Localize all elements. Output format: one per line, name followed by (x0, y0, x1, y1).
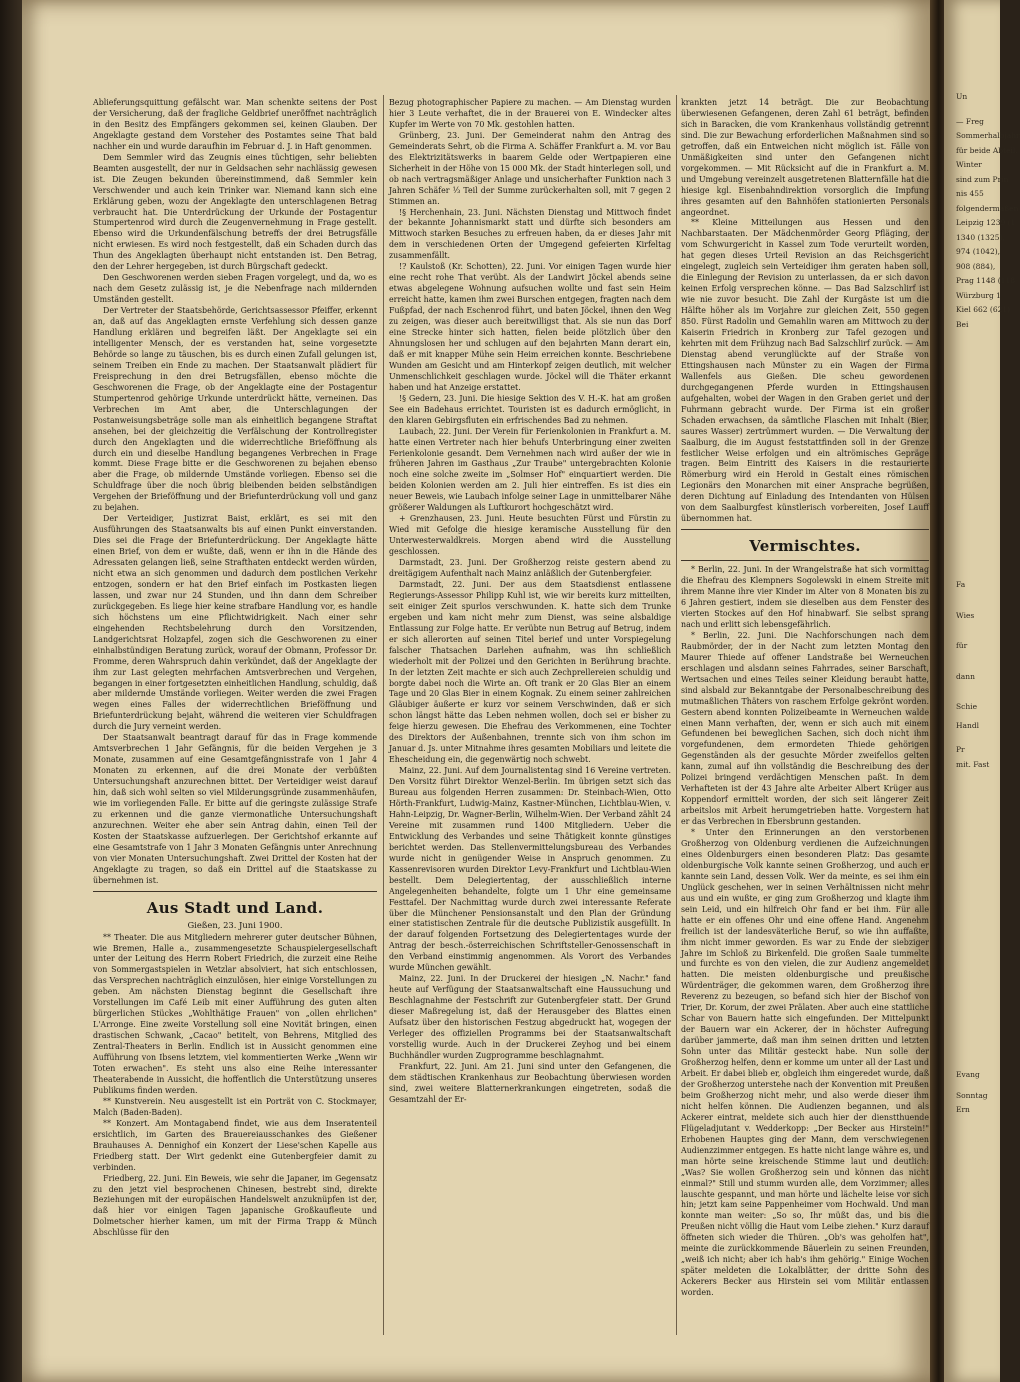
adjacent-page-fragment: Un (956, 92, 968, 101)
adjacent-page-fragment: mit. Fast (956, 759, 990, 769)
col3-news-item: * Berlin, 22. Juni. Die Nachforschungen nach dem Raubmörder, der in der Nacht zum letzten Montag den Maurer Thiede auf offener Landstraße bei Werneuchen erschlagen und alsdann seines Fahrrades, seiner Barschaft, Wertsachen und eines Teiles seiner Kleidung beraubt hatte, sind alsbald zur Bekanntgabe der Personalbeschreibung des mutmaßlichen Thäters von raschem Erfolge gekrönt worden. Gestern abend konnten Polizeibeamte in Werneuchen walde einen Mann verhaften, der, wenn er sich auch mit einem Gefundenen bei beweglichen Sachen, sich doch nicht ihm vorgefundenen, dem ermordeten Thiede gehörigen Gegenständen als der gesuchte Mörder zweifellos gelten kann, zumal auf ihn vollständig die Beschreibung des der Polizei bringend verdächtigen Menschen paßt. In dem Verhafteten ist der 43 Jahre alte Arbeiter Albert Krüger aus Koppendorf ermittelt worden, der sich seit längerer Zeit arbeitslos mit Arbeit herumgetrieben hatte. Vorgestern hat er das Verbrechen in Ebersbrunn gestanden. (681, 630, 929, 827)
adjacent-page-fragment: dann (956, 671, 975, 681)
col2-paragraph: Laubach, 22. Juni. Der Verein für Ferienkolonien in Frankfurt a. M. hatte einen Vertreter nach hier behufs Unterbringung einer zweiten Ferienkolonie gesandt. Dem Vernehmen nach wird außer der wie in früheren Jahren im Gasthaus „Zur Traube" untergebrachten Kolonie noch eine solche zweite im „Solmser Hof" einquartiert werden. Die beiden Kolonien werden am 2. Juli hier eintreffen. Es ist dies ein neuer Beweis, wie Laubach infolge seiner Lage in unmittelbarer Nähe größerer Waldungen als Luftkurort hochgeschätzt wird. (389, 426, 671, 513)
section-heading-stadt-und-land: Aus Stadt und Land. (146, 898, 324, 917)
adjacent-page-fragment: Prag 1148 (118 (956, 276, 1016, 285)
col2-paragraph: Darmstadt, 23. Juni. Der Großherzog reiste gestern abend zu dreitägigem Aufenthalt nach Mainz anläßlich der Gutenbergfeier. (389, 558, 671, 578)
adjacent-page-fragment: für (956, 641, 968, 650)
adjacent-page-fragment: Handl (956, 720, 980, 730)
col1-paragraph: Ablieferungsquittung gefälscht war. Man schenkte seitens der Post der Versicherung, daß der fragliche Geldbrief unerö̈ffnet nachträglich in den Besitz des Empfängers gekommen sei, keinen Glauben. Der Angeklagte gestand dem Vorsteher des Postamtes seine That bald nachher ein und wurde daraufhin im Februar d. J. in Haft genommen. (93, 98, 377, 151)
adjacent-page-fragment: Winter (956, 160, 982, 169)
adjacent-page-fragment: nis 455 (956, 189, 984, 198)
column-rule-2 (676, 95, 677, 1335)
adjacent-page-fragment: Schie (956, 702, 978, 711)
col2-paragraph: Grünberg, 23. Juni. Der Gemeinderat nahm den Antrag des Gemeinderats Sehrt, ob die Firma A. Schäffer Frankfurt a. M. vor Bau des Elektrizitätswerks in baarem Gelde oder Wertpapieren eine Sicherheit in der Höhe von 15 000 Mk. der Stadt hinterlegen soll, und ob nach vertragsmäßiger Anlage und unsicherhafter Funktion nach 3 Jahren Schäfer ⅓ Teil der Summe zurückerhalten soll, mit 7 gegen 2 Stimmen an. (389, 130, 671, 206)
col3-news-item: * Unter den Erinnerungen an den verstorbenen Großherzog von Oldenburg verdienen die Aufzeichnungen eines Oldenburgers einen besonderen Platz: Das gesamte oldenburgische Volk kannte seinen Großherzog, und auch er kannte sein Land, dessen Volk. Wer da meinte, es sei ihm ein Unglück geschehen, wer in seinen Verhältnissen nicht mehr aus und ein wußte, er ging zum Großherzog und klagte ihm sein Leid, und ein hilfreich Ohr fand er bei ihm. Für alle hatte er ein offenes Ohr und eine offene Hand. Angenehm freilich ist der landesväterliche Beruf, so wie ihn auffaßte, ihm nicht immer geworden. Es war zu Ende der siebziger Jahre im Schloß zu Birkenfeld. Die großen Saale tummelte und furchte es von den vielen, die zur Audienz angemeldet hatten. Die meisten oldenburgische und preußische Würdenträger, die gekommen waren, dem Großherzog ihre Reverenz zu bezeugen, so befand sich hier der Bischof von Trier, Dr. Korum, der zwei Prälaten. Aber auch eine stattliche Schar von Bauern hatte sich eingefunden. Der Mittelpunkt der Bauern war ein Ackerer, der in höchster Aufregung darüber jammerte, daß man ihm seinen dritten und letzten Sohn unter das Militär gesteckt habe. Nun solle der Großherzog helfen, denn er komme um unter all der Last und Arbeit. Er dabei blieb er, obgleich ihm eingeredet wurde, daß der Großherzog unterstehe nach der Konvention mit Preußen beim Großherzog nicht mehr, und also werde dieser ihm nicht helfen können. Die Audienzen begannen, und als Ackerer eintrat, meldete sich auch hier der dienstthuende Flügeladjutant v. Wedderkopp: „Der Becker aus Hirstein!" Erhobenen Hauptes ging der Mann, dem verschwiegenen Audienzzimmer entgegen. Es hatte nicht lange währe es, und man hörte seine kreischende Stimme laut und deutlich: „Was? Sie wollen Großherzog sein und können das nicht einmal?" Still und stumm wurden alle, dem Vorzimmer; alles lauschte gespannt, und man hörte und lächelte leise vor sich hin; jetzt kam seine Pappenheimer vom Hochwald. Und man konnte man weiter: „So so, Ihr müßt das, und bis die Preußen nicht völlig die Haut vom Leibe ziehen." Kurz darauf öffneten sich wieder die Thüren. „Ob's was geholfen hat", meinte die zurückkommende Bäuerlein zu seinen Freunden, „weiß ich nicht; aber ich hab's ihm gehörig." Einige Wochen später meldeten die Lokalblätter, der dritte Sohn des Ackerers Becker aus Hirstein sei vom Militär entlassen worden. (681, 828, 929, 1298)
col2-paragraph: Mainz, 22. Juni. Auf dem Journalistentag sind 16 Vereine vertreten. Den Vorsitz führt Direktor Wenzel-Berlin. Im übrigen setzt sich das Bureau aus folgenden Herren zusammen: Dr. Steinbach-Wien, Otto Hörth-Frankfurt, Ludwig-Mainz, Kastner-München, Lichtblau-Wien, v. Hahn-Leipzig, Dr. Wagner-Berlin, Wilhelm-Wien. Der Verband zählt 24 Vereine mit zusammen rund 1400 Mitgliedern. Ueber die Entwicklung des Verbandes und seine Thätigkeit konnte günstiges berichtet werden. Das Stellenvermittelungsbureau des Verbandes wurde nicht in genügender Weise in Anspruch genommen. Zu Kassenrevisoren wurden Direktor Levy-Frankfurt und Lichtblau-Wien bestellt. Dem Delegiertentag, der ausschließlich interne Angelegenheiten behandelte, folgte um 1 Uhr eine gemeinsame Festtafel. Der Nachmittag wurde durch zwei interessante Referate über die Münchener Pensionsanstalt und den Plan der Gründung einer statistischen Zentrale für die deutsche Publizistik ausgefüllt. In der darauf folgenden Fortsetzung des Delegiertentages wurde der Antrag der besch.-österreichischen Schriftsteller-Genossenschaft in den Verband einstimmig angenommen. Als Vorort des Verbandes wurde München gewählt. (389, 766, 671, 973)
col1-news-item: ** Theater. Die aus Mitgliedern mehrerer guter deutscher Bühnen, wie Bremen, Halle a., zusammengesetzte Schauspielergesellschaft unter der Leitung des Herrn Robert Friedrich, die zurzeit eine Reihe von Sommergastspielen in Wetzlar absolviert, hat sich entschlossen, das Versprechen nachträglich einzulösen, hier einige Vorstellungen zu geben. Am nächsten Dienstag beginnt die Gesellschaft ihre Vorstellungen im Café Leib mit einer Aufführung des guten alten bürgerlichen Stückes „Wohlthätige Frauen" von „ollen ehrlichen" L'Arronge. Eine zweite Vorstellung soll eine Novität bringen, einen drastischen Schwank, „Cacao" betitelt, von Behrens, Mitglied des Zentral-Theaters in Berlin. Endlich ist in Aussicht genommen eine Aufführung von Ibsens letztem, viel kommentierten Werke „Wenn wir Toten erwachen". Es steht uns also eine Reihe interessanter Theaterabende in Aussicht, die hoffentlich die Unterstützung unseres Publikums finden werden. (93, 932, 377, 1095)
dateline: Gießen, 23. Juni 1900. (187, 919, 283, 930)
col2-paragraph: Mainz, 22. Juni. In der Druckerei der hiesigen „N. Nachr." fand heute auf Verfügung der Staatsanwaltschaft eine Haussuchung und Beschlagnahme der Festschrift zur Gutenbergfeier statt. Der Grund dieser Maßregelung ist, daß der Herausgeber des Blattes einen Aufsatz über den historischen Festzug abgedruckt hat, wogegen der Verleger des offiziellen Programms bei der Staatsanwaltschaft vorstellig wurde. Auch in der Druckerei Zeyhog und bei einem Buchhändler wurden Zugprogramme beschlagnahmt. (389, 974, 671, 1060)
col1-news-item: ** Kunstverein. Neu ausgestellt ist ein Porträt von C. Stockmayer, Malch (Baden-Baden). (93, 1096, 377, 1117)
col2-paragraph: Darmstadt, 22. Juni. Der aus dem Staatsdienst entlassene Regierungs-Assessor Philipp Kuhl ist, wie wir bereits kurz mitteilten, seit einiger Zeit spurlos verschwunden. K. hatte sich dem Trunke ergeben und kam nicht mehr zum Dienst, was seine alsbaldige Entlassung zur Folge hatte. Er verübte nun Betrug auf Betrug, indem er sich allerorten auf seinen Titel berief und unter Vorspiegelung falscher Thatsachen Darlehen aufnahm, was ihn schließlich wiederholt mit der Polizei und den Gerichten in Berührung brachte. In der letzten Zeit machte er sich auch Zechprellereien schuldig und borgte dabei noch die Wirte an. Oft trank er 20 Glas Bier an einem Tage und 20 Glas Bier in einem Kognak. Zu einem seiner zahlreichen Gläubiger äußerte er kurz vor seinem Verschwinden, daß er sich schon längst hätte das Leben nehmen wollen, doch sei er bisher zu feige hierzu gewesen. Die Ehefrau des Verkommenen, eine Tochter des Direktors der Außenbahnen, trennte sich von ihm schon im Januar d. Js. unter Mitnahme ihres gesamten Mobiliars und leitete die Ehescheidung ein, die gegenwärtig noch schwebt. (389, 579, 671, 765)
col1-paragraph: Dem Semmler wird das Zeugnis eines tüchtigen, sehr beliebten Beamten ausgestellt, der nur in Geldsachen sehr nachlässig gewesen ist. Die Zeugen bekunden übereinstimmend, daß Semmler kein Verschwender und auch kein Trinker war. Niemand kann sich eine Erklärung geben, wozu der Angeklagte den unterschlagenen Betrag verbraucht hat. Die Unterdrückung der Urkunde der Postagentur Stumpertenrod wird durch die Zeugenvernehmung in Frage gestellt. Ebenso wird die Urkundenfälschung betreffs der drei Betrugsfälle nicht erwiesen. Es wird noch festgestellt, daß ein Schaden durch das Thun des Angeklagten überhaupt nicht entstanden ist. Den Betrag, den der Lehrer hergegeben, ist durch Bürgschaft gedeckt. (93, 152, 377, 272)
adjacent-page-fragment: — Freg (956, 116, 984, 126)
col3-paragraph: ** Kleine Mitteilungen aus Hessen und den Nachbarstaaten. Der Mädchenmörder Georg Pfläging, der vom Schwurgericht in Kassel zum Tode verurteilt worden, hat gegen dieses Urteil Revision an das Reichsgericht eingelegt, zugleich sein Verteidiger ihm geraten haben soll, die Einlegung der Revision zu unterlassen, da er sich davon keinen Erfolg versprechen könne. — Das Bad Salzschlirf ist wie nie zuvor besucht. Die Zahl der Kurgäste ist um die Hälfte höher als im Vorjahre zur gleichen Zeit, 550 gegen 850. Fürst Radolin und Gemahlin waren am Mittwoch zu der Kaiserin Friedrich in Kronberg zur Tafel gezogen und kehrten mit dem Frühzug nach Bad Salzschlirf zurück. — Am Dienstag abend verunglückte auf der Straße von Ettingshausen nach Münster zu ein Wagen der Firma Wallenfels aus Gießen. Die scheu gewordenen durchgegangenen Pferde wurden in Ettingshausen aufgehalten, wobei der Wagen in den Graben geriet und der Fuhrmann gebracht wurde. Der Firma ist ein großer Schaden erwachsen, da sämtliche Flaschen mit Inhalt (Bier, saures Wasser) zertrümmert wurden. — Die Verwaltung der Saalburg, die im August feststattfinden soll in der Grenze festlicher Weise erfolgen und ein altrömisches Gepräge tragen. Beim Eintritt des Kaisers in die restaurierte Römerburg wird ein Herold in Gestalt eines römischen Legionärs den Monarchen mit einer Ansprache begrüßen, deren Dichtung auf Einladung des Intendanten von Hülsen von dem Saalburgfest künstlerisch vorbereiten, Josef Lauff übernommen hat. (681, 218, 929, 524)
adjacent-page-fragment: Fa (956, 580, 966, 589)
adjacent-page-fragment: Evang (956, 1070, 980, 1079)
col2-paragraph: + Grenzhausen, 23. Juni. Heute besuchten Fürst und Fürstin zu Wied mit Gefolge die hiesige keramische Ausstellung für den Unterwesterwaldkreis. Morgen abend wird die Ausstellung geschlossen. (389, 514, 671, 557)
col2-paragraph: Bezug photographischer Papiere zu machen. — Am Dienstag wurden hier 3 Leute verhaftet, die in der Brauerei von E. Windecker altes Kupfer im Werte von 70 Mk. gestohlen hatten. (389, 98, 671, 129)
column-3 (681, 98, 929, 1336)
col1-paragraph: Den Geschworenen werden sieben Fragen vorgelegt, und da, wo es nach dem Gesetz zulässig ist, je die Nebenfrage nach mildernden Umständen gestellt. (93, 273, 377, 305)
col3-news-item: * Berlin, 22. Juni. In der Wrangelstraße hat sich vormittag die Ehefrau des Klempners Sogolewski in einem Streite mit ihrem Manne ihre vier Kinder im Alter von 8 Monaten bis zu 6 Jahren gestiert, indem sie dieselben aus dem Fenster des vierten Stockes auf den Hof hinabwarf. Sie selbst sprang nach und erlitt sich lebensgefährlich. (681, 565, 929, 629)
adjacent-page-fragment: Kiel 662 (621) (956, 305, 1011, 314)
adjacent-page-fragment: Pr (956, 745, 965, 754)
adjacent-page-fragment: 974 (1042), (956, 247, 1001, 256)
adjacent-page-fragment: Würzburg 1 (956, 290, 1001, 300)
adjacent-page-fragment: 1340 (1325), (956, 232, 1005, 242)
column-1 (93, 98, 377, 1336)
col1-paragraph: Der Staatsanwalt beantragt darauf für das in Frage kommende Amtsverbrechen 1 Jahr Gefängnis, für die beiden Vergehen je 3 Monate, zusammen auf eine Gesamtgefängnisstrafe von 1 Jahr 4 Monaten zu erkennen, auf die drei Monate der verbüßten Untersuchungshaft anzurechnen bittet. Der Verteidiger weist darauf hin, daß sich wohl selten so viel Milderungsgründe zusammenhäufen, wie im vorliegenden Falle. Er bitte auf die geringste zulässige Strafe zu erkennen und die ganze viermonatliche Untersuchungshaft anzurechnen. Weiter ehe aber sein Antrag dahin, einen Teil der Kosten der Staatskasse aufzuerlegen. Der Gerichtshof erkannte auf eine Gesamtstrafe von 1 Jahr 3 Monaten Gefängnis unter Anrechnung von vier Monaten Untersuchungshaft. Zwei Drittel der Kosten hat der Angeklagte zu tragen, so daß ein Drittel auf die Staatskasse zu übernehmen ist. (93, 733, 377, 885)
adjacent-page-fragment: folgendermaßen (956, 203, 1019, 213)
adjacent-page-fragment: Sonntag (956, 1090, 988, 1100)
adjacent-page-fragment: Ern (956, 1105, 970, 1114)
adjacent-page-fragment: Wies (956, 610, 975, 620)
adjacent-page-fragment: für beide Abteil. (956, 145, 1018, 155)
book-spine-fold (930, 0, 944, 1382)
col1-paragraph: Der Vertreter der Staatsbehörde, Gerichtsassessor Pfeiffer, erkennt an, daß auf das Angeklagten ernste Verfehlung sich dessen ganze Handlung erklären und begreifen läßt. Der Angeklagte sei ein intelligenter Mensch, der es verstanden hat, seine vorgesetzte Behörde so lange zu täuschen, bis es durch einen Zufall gelungen ist, seinem Treiben ein Ende zu machen. Der Staatsanwalt plädiert für Freisprechung in den drei Betrugsfällen, ebenso möchte die Geschworenen die Frage, ob der Angeklagte eine der Postagentur Stumpertenrod gehörige Urkunde unterdrückt hätte, verneinen. Das Verbrechen im Amt aber, die Unterschlagungen der Postanweisungsbeträge solle man als einheitlich begangene Straftat ansehen, bei der gleichzeitig die Verfälschung der Kontrollregister durch den Angeklagten und die widerrechtliche Brieföffnung als durch ein und dieselbe Handlung begangenes Verbrechen in Frage kommt. Diese Frage bitte er die Geschworenen zu bejahen ebenso aber die Frage, ob mildernde Umstände vorliegen. Ebenso sei die Schuldfrage über die noch übrig bleibenden beiden selbständigen Vergehen der Brieföffnung und der Briefunterdrückung voll und ganz zu bejahen. (93, 306, 377, 513)
col1-news-item: Friedberg, 22. Juni. Ein Beweis, wie sehr die Japaner, im Gegensatz zu den jetzt viel besprochenen Chinesen, bestrebt sind, direkte Beziehungen mit der europäischen Handelswelt anzuknüpfen ist der, daß hier vor einigen Tagen japanische Großkaufleute und Dolmetscher hierher kamen, um mit der Firma Trapp & Münch Abschlüsse für den (93, 1173, 377, 1238)
adjacent-page-edge (944, 0, 1020, 1382)
section-heading-vermischtes: Vermischtes. (749, 537, 861, 556)
col2-paragraph: !? Kaulstoß (Kr. Schotten), 22. Juni. Vor einigen Tagen wurde hier eine recht rohe That verübt. Als der Landwirt Jöckel abends seine etwas abgelegene Wohnung aufsuchen wollte und fast sein Heim erreicht hatte, kamen ihm zwei Burschen entgegen, fragten nach dem Fußpfad, der nach Eschenrod führt, und baten Jöckel, ihnen den Weg zu zeigen, was dieser auch bereitwilligst that. Als sie nun das Dorf eine Strecke hinter sich hatten, fielen beide plötzlich über den Ahnungslosen her und schlugen auf den bejahrten Mann derart ein, daß er mit knapper Mühe sein Heim erreichen konnte. Beschriebene Wunden am Gesicht und am Hinterkopf zeigen deutlich, mit welcher Unmenschlichkeit geschlagen wurde. Jöckel will die Thäter erkannt haben und hat Anzeige erstattet. (389, 262, 671, 392)
column-2 (389, 98, 671, 1336)
adjacent-page-fragment: 908 (884), (956, 261, 996, 271)
col1-news-item: ** Konzert. Am Montagabend findet, wie aus dem Inseratenteil ersichtlich, im Garten des Brauereiausschankes des Gießener Brauhauses A. Dennighof ein Konzert der Liese'schen Kapelle aus Friedberg statt. Der Wirt gedenkt eine Gutenbergfeier damit zu verbinden. (93, 1118, 377, 1172)
col2-paragraph: !§ Herchenhain, 23. Juni. Nächsten Dienstag und Mittwoch findet der bekannte Johannismarkt statt und dürfte sich besonders am Mittwoch starken Besuches zu erfreuen haben, da er dieses Jahr mit dem in verschiedenen Orten der Umgegend gefeierten Kirfeltag zusammenfällt. (389, 207, 671, 261)
section-divider (681, 529, 929, 530)
adjacent-page-fragment: Sommerhalbjahr (956, 131, 1020, 140)
adjacent-page-fragment: sind zum Prin (956, 174, 1009, 184)
adjacent-page-fragment: Bei (956, 319, 969, 329)
section-divider (681, 560, 929, 561)
section-divider (93, 891, 377, 892)
adjacent-page-fragment: Leipzig 1239 (1 (956, 218, 1016, 227)
column-rule-1 (383, 95, 384, 1335)
col3-paragraph: krankten jetzt 14 beträgt. Die zur Beobachtung überwiesenen Gefangenen, deren Zahl 61 beträgt, befinden sich in Baracken, die vom Krankenhaus vollständig getrennt sind. Die zur Bewachung erforderlichen Maßnahmen sind so getroffen, daß ein Entweichen nicht möglich ist. Fälle von Unmäßigkeiten sind unter den Gefangenen nicht vorgekommen. — Mit Rücksicht auf die in Frankfurt a. M. und Umgebung vereinzelt ausgetretenen Blatternfälle hat die hiesige kgl. Eisenbahndirektion vorsorglich die Impfung ihres gesamten auf den Bahnhöfen stationierten Personals angeordnet. (681, 98, 929, 217)
book-gutter-left (0, 0, 22, 1382)
col2-paragraph: Frankfurt, 22. Juni. Am 21. Juni sind unter den Gefangenen, die dem städtischen Krankenhaus zur Beobachtung überwiesen worden sind, zwei weitere Blatternerkrankungen eingetreten, sodaß die Gesamtzahl der Er- (389, 1061, 671, 1104)
col2-paragraph: !§ Gedern, 23. Juni. Die hiesige Sektion des V. H.-K. hat am großen See ein Badehaus errichtet. Touristen ist es dadurch ermöglicht, in den klaren Gebirgsfluten ein erfrischendes Bad zu nehmen. (389, 393, 671, 425)
col1-paragraph: Der Verteidiger, Justizrat Baist, erklärt, es sei mit den Ausführungen des Staatsanwalts bis auf einen Punkt einverstanden. Dies sei die Frage der Briefunterdrückung. Der Angeklagte hätte einen Brief, von dem er wußte, daß, wenn er ihn in die Hände des Adressaten gelangen ließ, seine Strafthaten entdeckt werden würden, nicht etwa an sich genommen und dadurch dem postlichen Verkehr entzogen, sondern er hat den Brief einfach im Postkasten liegen lassen, und zwar nur 24 Stunden, und ihn dann dem Schreiber zurückgegeben. Es liege hier keine strafbare Handlung vor, es handle sich höchstens um eine Pflichtwidrigkeit. Nach einer sehr eingehenden Rechtsbelehrung durch den Vorsitzenden, Landgerichtsrat Holzapfel, zogen sich die Geschworenen zu einer einhalbstündigen Beratung zurück, worauf der Obmann, Professor Dr. Fromme, deren Wahrspruch dahin verkündet, daß der Angeklagte der ihm zur Last gelegten mehrfachen Amtsverbrechen und Vergehen, begangen in einer fortgesetzten einheitlichen Handlung, schuldig, daß aber mildernde Umstände vorliegen. Weiter werden die zwei Fragen wegen eines Falles der widerrechtlichen Brieföffnung und Briefunterdrückung bejaht, während die weiteren vier Schuldfragen durch die Jury verneint werden. (93, 514, 377, 732)
